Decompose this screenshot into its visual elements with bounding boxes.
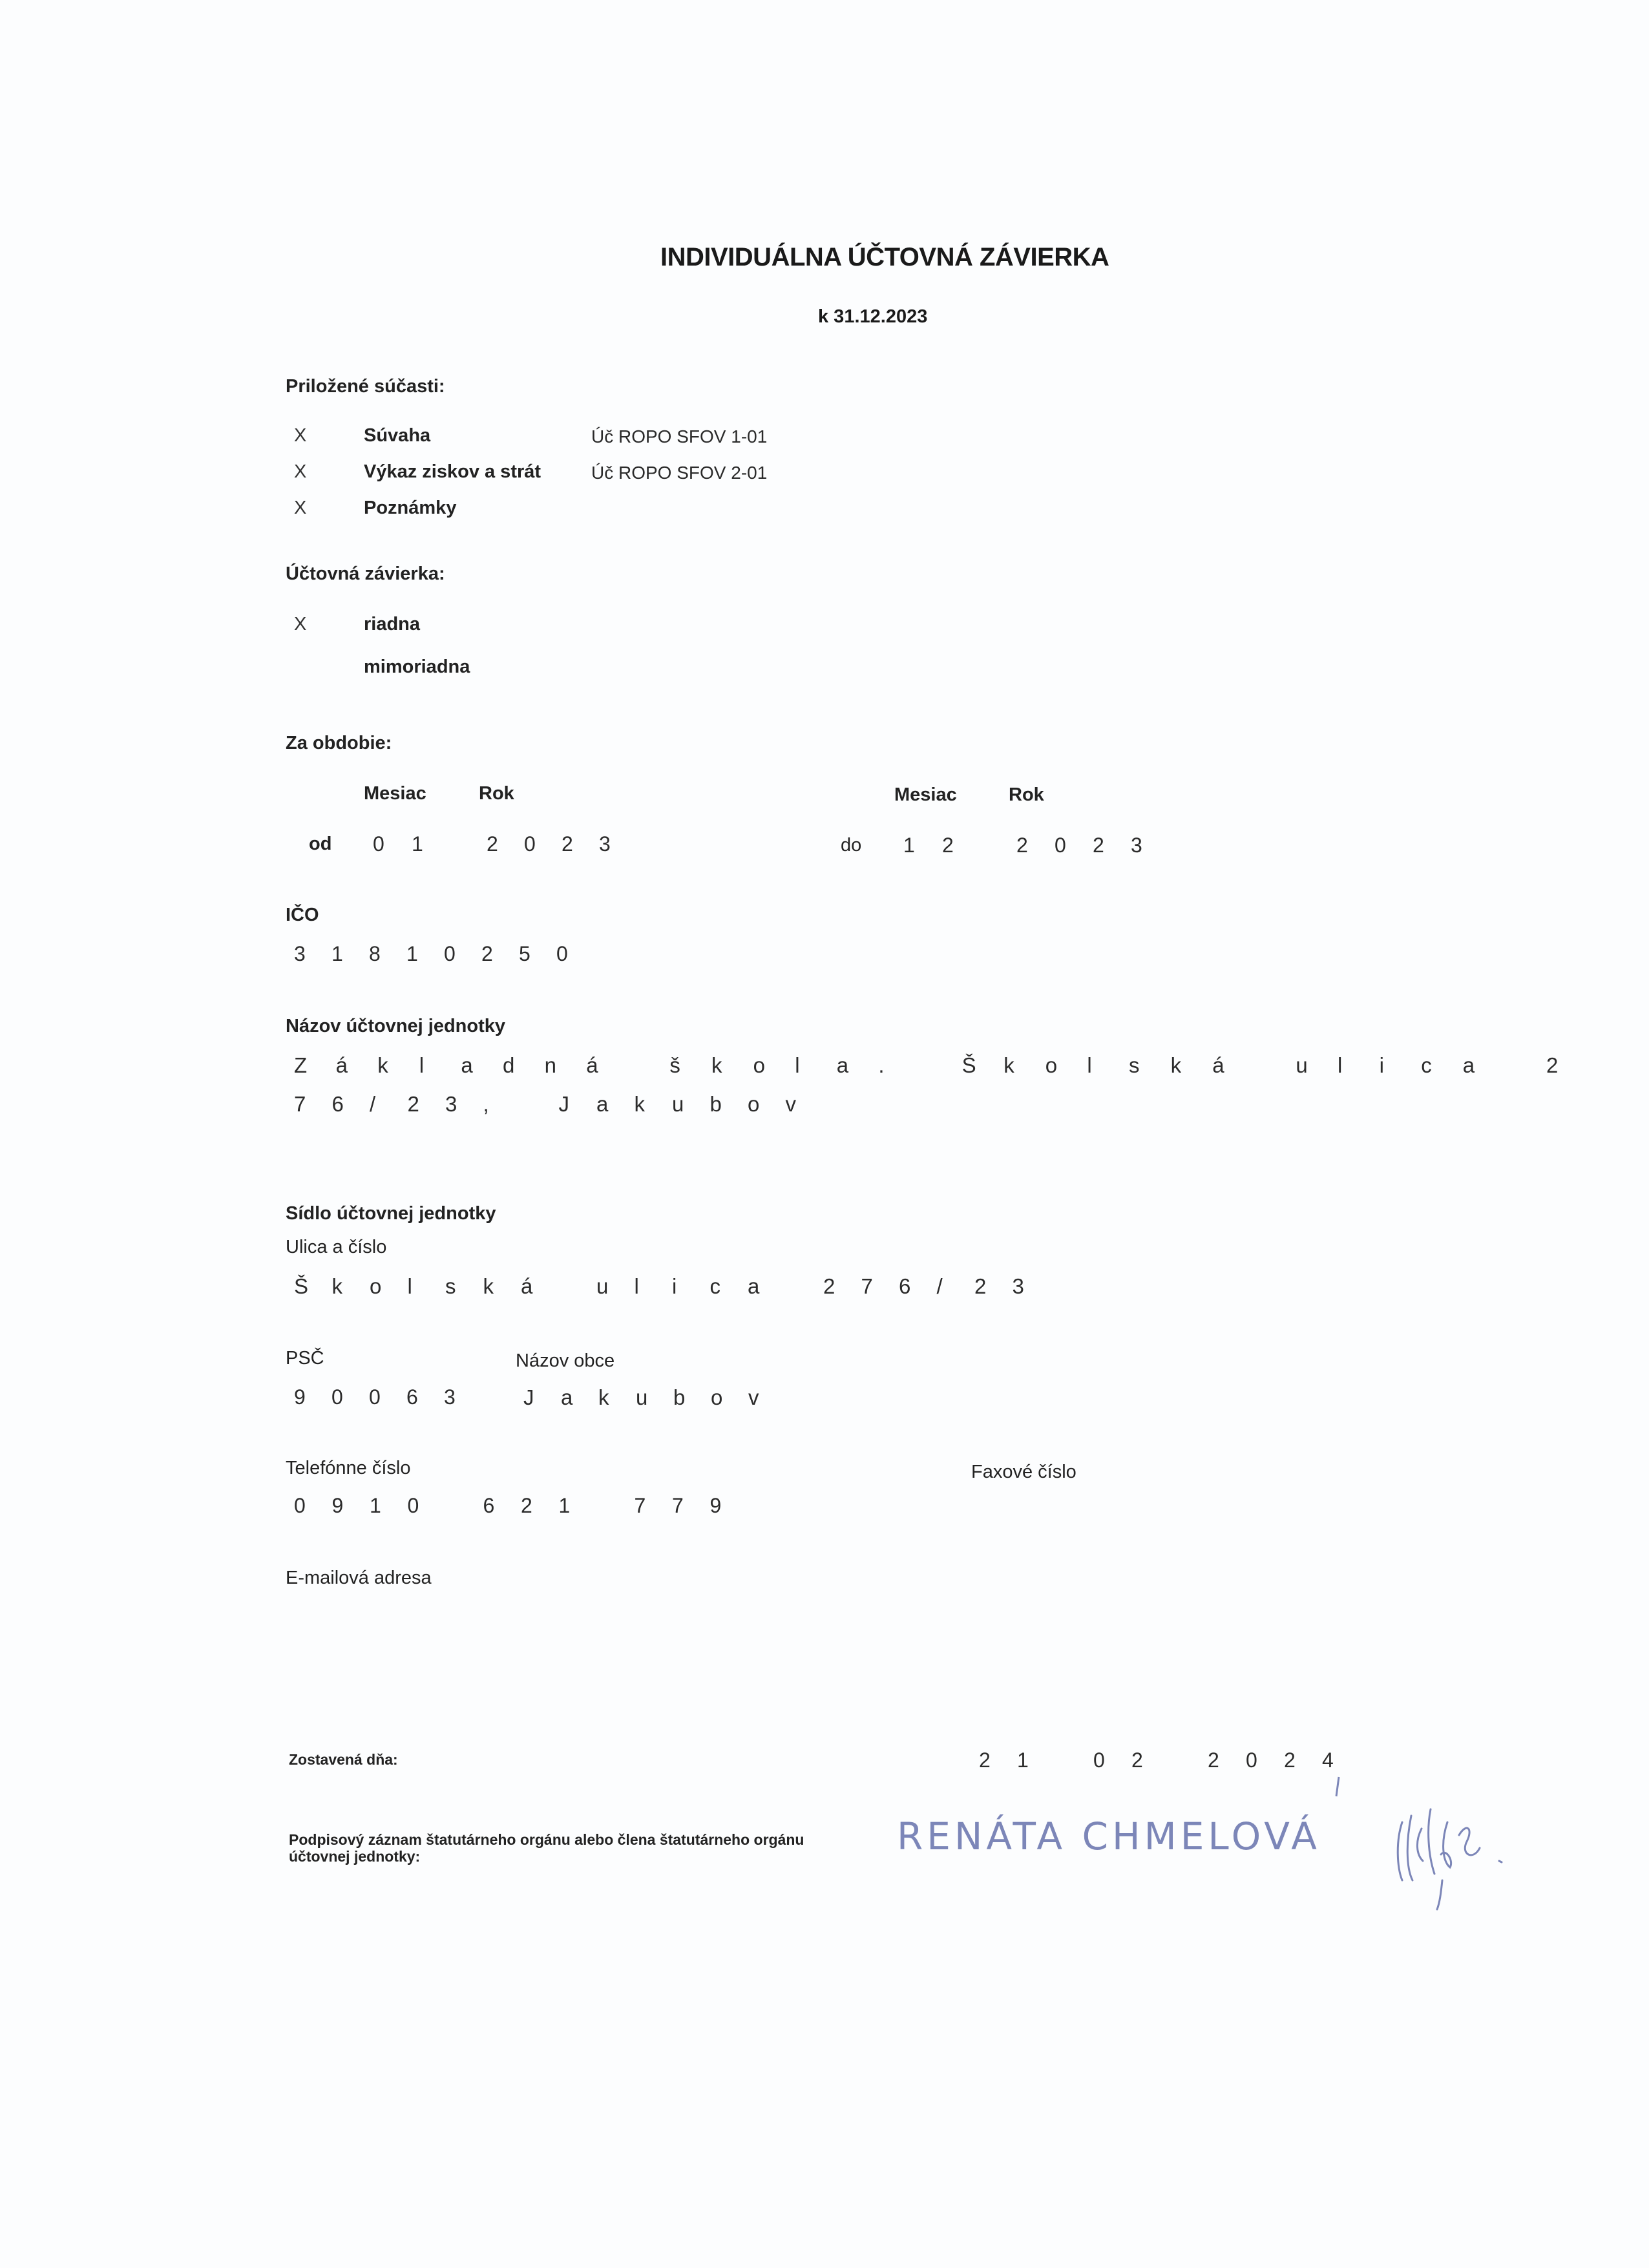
signature-scribble <box>1383 1783 1525 1913</box>
char-cell: 2 <box>1546 1053 1559 1077</box>
char-cell: 1 <box>1017 1748 1029 1772</box>
char-cell: a <box>561 1385 573 1409</box>
char-cell: š <box>669 1053 680 1077</box>
char-cell: a <box>836 1053 849 1077</box>
char-cell: l <box>634 1274 639 1298</box>
char-cell: a <box>596 1092 609 1116</box>
char-cell: s <box>445 1274 456 1298</box>
char-cell: l <box>419 1053 425 1077</box>
char-cell: 2 <box>1284 1748 1296 1772</box>
char-cell: 1 <box>558 1494 571 1517</box>
handwritten-name: RENÁTA CHMELOVÁ <box>897 1814 1321 1858</box>
char-cell: 2 <box>1131 1748 1143 1772</box>
char-cell: 6 <box>406 1385 418 1409</box>
digit: 2 <box>1016 834 1028 857</box>
char-cell: o <box>753 1053 765 1077</box>
char-cell: k <box>331 1274 342 1298</box>
statement-type-label: riadna <box>364 614 421 635</box>
char-cell: k <box>634 1092 645 1116</box>
statement-type-label: mimoriadna <box>364 656 470 677</box>
char-cell: l <box>795 1053 800 1077</box>
digit: 2 <box>562 832 573 856</box>
char-cell: 2 <box>481 942 493 965</box>
fax-label: Faxové číslo <box>971 1462 1077 1482</box>
attachment-code: Úč ROPO SFOV 1-01 <box>591 426 768 446</box>
char-cell: 3 <box>445 1092 457 1116</box>
digit: 2 <box>942 834 954 857</box>
char-cell: á <box>335 1053 348 1077</box>
digit: 0 <box>524 832 536 856</box>
char-cell: k <box>1170 1053 1182 1077</box>
char-cell: s <box>1129 1053 1140 1077</box>
char-cell: . <box>878 1053 885 1077</box>
char-cell: o <box>711 1385 723 1409</box>
char-cell: a <box>1462 1053 1475 1077</box>
char-cell: 7 <box>294 1092 306 1116</box>
char-cell: l <box>1087 1053 1092 1077</box>
document-title: INDIVIDUÁLNA ÚČTOVNÁ ZÁVIERKA <box>660 243 1109 271</box>
entity-name-label: Názov účtovnej jednotky <box>286 1016 506 1036</box>
period-year-label: Rok <box>479 783 514 804</box>
char-cell: 9 <box>709 1494 722 1517</box>
char-cell: 6 <box>899 1274 911 1298</box>
char-cell: 0 <box>294 1494 306 1517</box>
attachment-label: Výkaz ziskov a strát <box>364 461 541 482</box>
char-cell: / <box>370 1092 376 1116</box>
ico-label: IČO <box>286 905 319 925</box>
char-cell: l <box>1338 1053 1343 1077</box>
char-cell: o <box>748 1092 760 1116</box>
attachment-label: Poznámky <box>364 498 457 518</box>
char-cell: c <box>709 1274 720 1298</box>
attachment-mark: X <box>294 461 307 482</box>
char-cell: u <box>1296 1053 1308 1077</box>
period-heading: Za obdobie: <box>286 733 392 753</box>
char-cell: 0 <box>407 1494 419 1517</box>
char-cell: b <box>709 1092 722 1116</box>
char-cell: u <box>636 1385 648 1409</box>
char-cell: 1 <box>370 1494 381 1517</box>
char-cell: 1 <box>331 942 343 965</box>
char-cell: 0 <box>444 942 456 965</box>
char-cell: 2 <box>1208 1748 1219 1772</box>
char-cell: J <box>558 1092 569 1116</box>
char-cell: k <box>483 1274 494 1298</box>
char-cell: 7 <box>634 1494 646 1517</box>
char-cell: 4 <box>1322 1748 1334 1772</box>
char-cell: J <box>523 1385 534 1409</box>
digit: 1 <box>903 834 915 857</box>
char-cell: 9 <box>294 1385 306 1409</box>
char-cell: 9 <box>331 1494 344 1517</box>
char-cell: 0 <box>1246 1748 1257 1772</box>
period-to-label: do <box>841 835 862 856</box>
char-cell: 2 <box>979 1748 991 1772</box>
period-year-label: Rok <box>1009 784 1044 805</box>
char-cell: u <box>596 1274 609 1298</box>
attachment-mark: X <box>294 425 307 446</box>
char-cell: 6 <box>483 1494 495 1517</box>
char-cell: 2 <box>521 1494 532 1517</box>
statement-type-mark: X <box>294 614 307 635</box>
attachment-mark: X <box>294 498 307 518</box>
char-cell: o <box>370 1274 382 1298</box>
period-from-label: od <box>309 834 332 854</box>
char-cell: 0 <box>1093 1748 1105 1772</box>
document-date: k 31.12.2023 <box>818 306 928 327</box>
signature-label-line-2: účtovnej jednotky: <box>289 1848 421 1865</box>
attachment-code: Úč ROPO SFOV 2-01 <box>591 463 768 483</box>
attachment-label: Súvaha <box>364 425 431 446</box>
char-cell: k <box>377 1053 388 1077</box>
char-cell: v <box>785 1092 796 1116</box>
phone-label: Telefónne číslo <box>286 1458 411 1478</box>
char-cell: 1 <box>406 942 418 965</box>
char-cell: l <box>407 1274 412 1298</box>
char-cell: n <box>544 1053 556 1077</box>
digit: 1 <box>412 832 423 856</box>
char-cell: u <box>672 1092 684 1116</box>
char-cell: 0 <box>331 1385 343 1409</box>
compiled-label: Zostavená dňa: <box>289 1751 398 1768</box>
signature-label-line-1: Podpisový záznam štatutárneho orgánu alebo člena štatutárneho orgánu <box>289 1831 804 1848</box>
char-cell: i <box>1379 1053 1384 1077</box>
char-cell: 2 <box>974 1274 987 1298</box>
char-cell: Š <box>294 1274 309 1298</box>
char-cell: á <box>1212 1053 1224 1077</box>
char-cell: Z <box>294 1053 308 1077</box>
char-cell: 3 <box>444 1385 456 1409</box>
char-cell: 7 <box>672 1494 684 1517</box>
digit: 3 <box>599 832 611 856</box>
char-cell: 6 <box>331 1092 344 1116</box>
city-label: Názov obce <box>516 1350 615 1371</box>
digit: 2 <box>1093 834 1104 857</box>
char-cell: 7 <box>861 1274 873 1298</box>
char-cell: k <box>1003 1053 1014 1077</box>
char-cell: k <box>711 1053 722 1077</box>
period-month-label: Mesiac <box>894 784 957 805</box>
attachments-heading: Priložené súčasti: <box>286 376 445 397</box>
char-cell: k <box>598 1385 609 1409</box>
street-label: Ulica a číslo <box>286 1237 387 1257</box>
char-cell: a <box>461 1053 473 1077</box>
seat-label: Sídlo účtovnej jednotky <box>286 1203 496 1224</box>
char-cell: á <box>521 1274 533 1298</box>
period-month-label: Mesiac <box>364 783 426 804</box>
char-cell: 0 <box>556 942 568 965</box>
char-cell: 2 <box>823 1274 835 1298</box>
char-cell: c <box>1421 1053 1432 1077</box>
signature-label <box>289 1831 804 1865</box>
email-label: E-mailová adresa <box>286 1568 432 1588</box>
char-cell: d <box>503 1053 515 1077</box>
char-cell: 3 <box>1012 1274 1024 1298</box>
char-cell: 8 <box>369 942 381 965</box>
char-cell: Š <box>961 1053 976 1077</box>
char-cell: / <box>936 1274 943 1298</box>
char-cell: b <box>673 1385 686 1409</box>
accent-stroke <box>1331 1774 1344 1800</box>
digit: 0 <box>373 832 384 856</box>
char-cell: 3 <box>294 942 306 965</box>
char-cell: a <box>748 1274 760 1298</box>
char-cell: 0 <box>369 1385 381 1409</box>
char-cell: i <box>672 1274 677 1298</box>
char-cell: 2 <box>407 1092 419 1116</box>
digit: 3 <box>1131 834 1142 857</box>
psc-label: PSČ <box>286 1348 324 1369</box>
char-cell: 5 <box>519 942 530 965</box>
char-cell: , <box>483 1092 489 1116</box>
char-cell: o <box>1045 1053 1058 1077</box>
char-cell: v <box>748 1385 759 1409</box>
digit: 0 <box>1055 834 1066 857</box>
digit: 2 <box>487 832 498 856</box>
statement-type-heading: Účtovná závierka: <box>286 563 445 584</box>
char-cell: á <box>586 1053 598 1077</box>
